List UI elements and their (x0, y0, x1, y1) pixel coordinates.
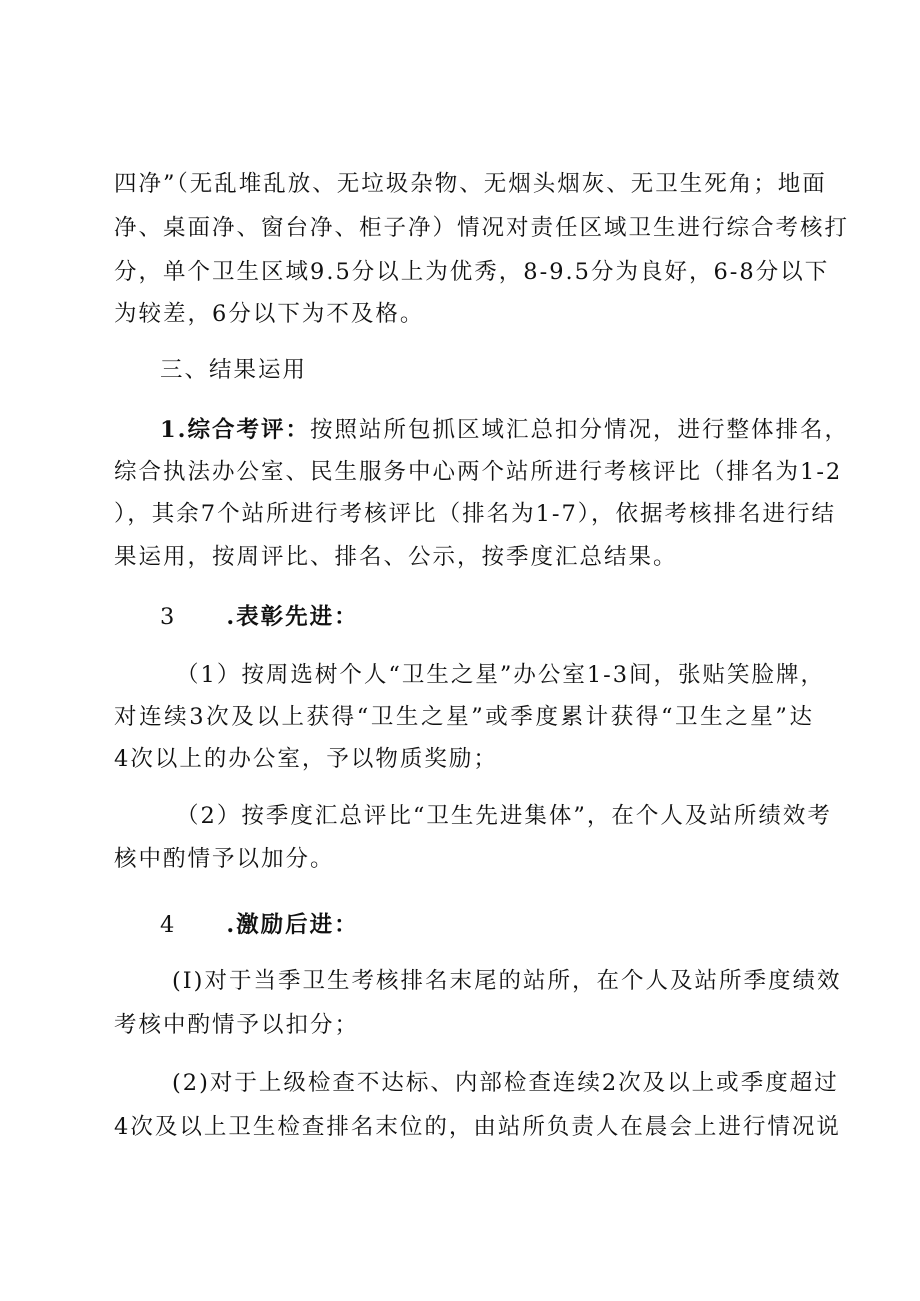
item1-line-1 (160, 414, 850, 446)
item4-number: 4 (160, 912, 177, 938)
para1-line-1: 四净”（无乱堆乱放、无垃圾杂物、无烟头烟灰、无卫生死角；地面 (114, 171, 827, 197)
section-heading-results: 三、结果运用 (160, 357, 308, 383)
item3-sub2-line-2: 核中酌情予以加分。 (114, 846, 335, 872)
para1-line-3: 分，单个卫生区域9.5分以上为优秀，8-9.5分为良好，6-8分以下 (114, 259, 830, 285)
item3-sub1-line-2: 对连续3次及以上获得“卫生之星”或季度累计获得“卫生之星”达 (114, 704, 814, 730)
item3-sub2-line-1: （2）按季度汇总评比“卫生先进集体”，在个人及站所绩效考 (176, 803, 832, 829)
para1-line-2: 净、桌面净、窗台净、柜子净）情况对责任区域卫生进行综合考核打 (114, 215, 850, 241)
item3-label: .表彰先进： (226, 604, 359, 630)
item1-line1-text: 按照站所包抓区域汇总扣分情况，进行整体排名， (310, 417, 850, 443)
item3-sub1-line-1: （1）按周选树个人“卫生之星”办公室1-3间，张贴笑脸牌， (176, 662, 826, 688)
item4-label: .激励后进： (226, 912, 359, 938)
item3-heading (160, 601, 860, 633)
item4-sub1-line-2: 考核中酌情予以扣分； (114, 1012, 360, 1038)
item3-number: 3 (160, 604, 177, 630)
item4-heading (160, 909, 860, 941)
item3-sub1-line-3: 4次以上的办公室，予以物质奖励； (114, 746, 498, 772)
item4-sub2-line-1: (2)对于上级检查不达标、内部检查连续2次及以上或季度超过 (172, 1070, 839, 1096)
item1-label: 1.综合考评： (160, 417, 310, 443)
item4-sub2-line-2: 4次及以上卫生检查排名末位的，由站所负责人在晨会上进行情况说 (114, 1114, 841, 1140)
item1-line-3: ），其余7个站所进行考核评比（排名为1-7），依据考核排名进行结 (114, 501, 837, 527)
item1-line-2: 综合执法办公室、民生服务中心两个站所进行考核评比（排名为1-2 (114, 459, 843, 485)
para1-line-4: 为较差，6分以下为不及格。 (114, 301, 425, 327)
item1-line-4: 果运用，按周评比、排名、公示，按季度汇总结果。 (114, 544, 678, 570)
item4-sub1-line-1: (I)对于当季卫生考核排名末尾的站所，在个人及站所季度绩效 (172, 968, 842, 994)
